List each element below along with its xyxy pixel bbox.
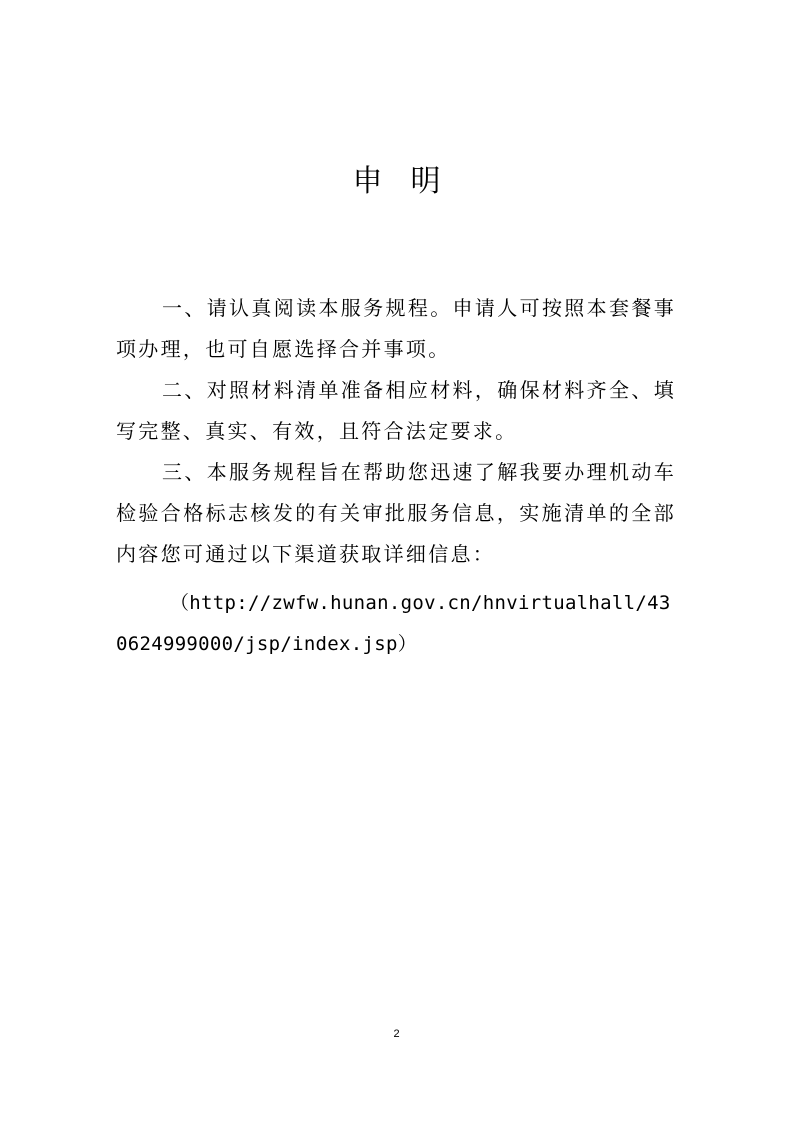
page-number: 2 [393, 1028, 400, 1040]
paragraph-1: 一、请认真阅读本服务规程。申请人可按照本套餐事项办理，也可自愿选择合并事项。 [116, 296, 676, 361]
paragraph-2: 二、对照材料清单准备相应材料，确保材料齐全、填写完整、真实、有效，且符合法定要求。 [116, 378, 676, 443]
page-title: 申明 [352, 164, 469, 199]
document-body [116, 288, 676, 665]
paragraph-3: 三、本服务规程旨在帮助您迅速了解我要办理机动车检验合格标志核发的有关审批服务信息，实施清单的全部内容您可通过以下渠道获取详细信息： [116, 460, 676, 566]
service-url-text: （http://zwfw.hunan.gov.cn/hnvirtualhall/430624999000/jsp/index.jsp） [116, 592, 671, 655]
